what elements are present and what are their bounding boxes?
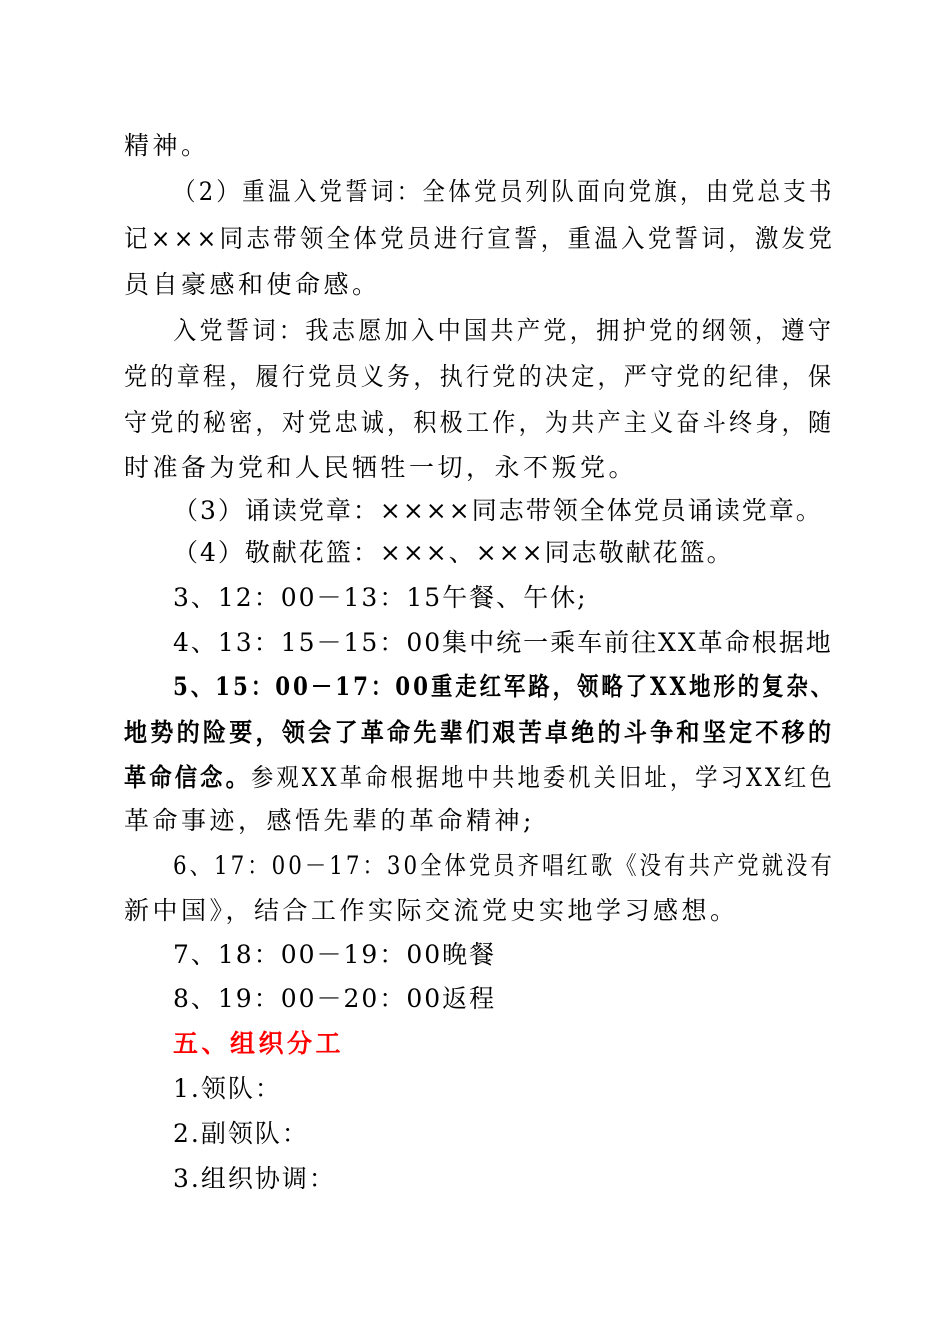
text-line-22: 1.领队： — [173, 1074, 282, 1103]
text-line-19: 7、18：00－19：00晚餐 — [173, 940, 497, 969]
text-line-14: 地势的险要，领会了革命先辈们艰苦卓绝的斗争和坚定不移的 — [124, 718, 835, 747]
text-line-5: 入党誓词：我志愿加入中国共产党，拥护党的纲领，遵守 — [173, 316, 835, 345]
section-heading: 五、组织分工 — [173, 1029, 345, 1058]
text-line-12: 4、13：15－15：00集中统一乘车前往XX革命根据地 — [173, 628, 833, 657]
text-line-8: 时准备为党和人民牺牲一切，永不叛党。 — [124, 453, 638, 482]
text-line-2: （2）重温入党誓词：全体党员列队面向党旗，由党总支书 — [173, 177, 835, 206]
text-line-6: 党的章程，履行党员义务，执行党的决定，严守党的纪律，保 — [124, 362, 835, 391]
text-line-24: 3.组织协调： — [173, 1164, 336, 1193]
text-line-17: 6、17：00－17：30全体党员齐唱红歌《没有共产党就没有 — [173, 851, 835, 880]
normal-run: 参观XX革命根据地中共地委机关旧址，学习XX红色 — [250, 763, 835, 792]
text-line-16: 革命事迹，感悟先辈的革命精神; — [124, 806, 535, 835]
text-line-23: 2.副领队： — [173, 1119, 309, 1148]
text-line-10: （4）敬献花篮：×××、×××同志敬献花篮。 — [173, 538, 734, 567]
text-line-11: 3、12：00－13：15午餐、午休; — [173, 583, 588, 612]
text-line-15 — [124, 760, 835, 796]
text-line-3: 记×××同志带领全体党员进行宣誓，重温入党誓词，激发党 — [124, 224, 836, 253]
text-line-7: 守党的秘密，对党忠诚，积极工作，为共产主义奋斗终身，随 — [124, 408, 835, 437]
text-line-13: 5、15：00－17：00重走红军路，领略了XX地形的复杂、 — [173, 672, 836, 701]
bold-run: 革命信念。 — [124, 763, 251, 792]
text-line-18: 新中国》，结合工作实际交流党史实地学习感想。 — [124, 896, 739, 925]
text-line-9: （3）诵读党章：××××同志带领全体党员诵读党章。 — [173, 496, 823, 525]
text-line-1: 精神。 — [124, 131, 210, 160]
text-line-4: 员自豪感和使命感。 — [124, 270, 381, 299]
text-line-20: 8、19：00－20：00返程 — [173, 984, 497, 1013]
